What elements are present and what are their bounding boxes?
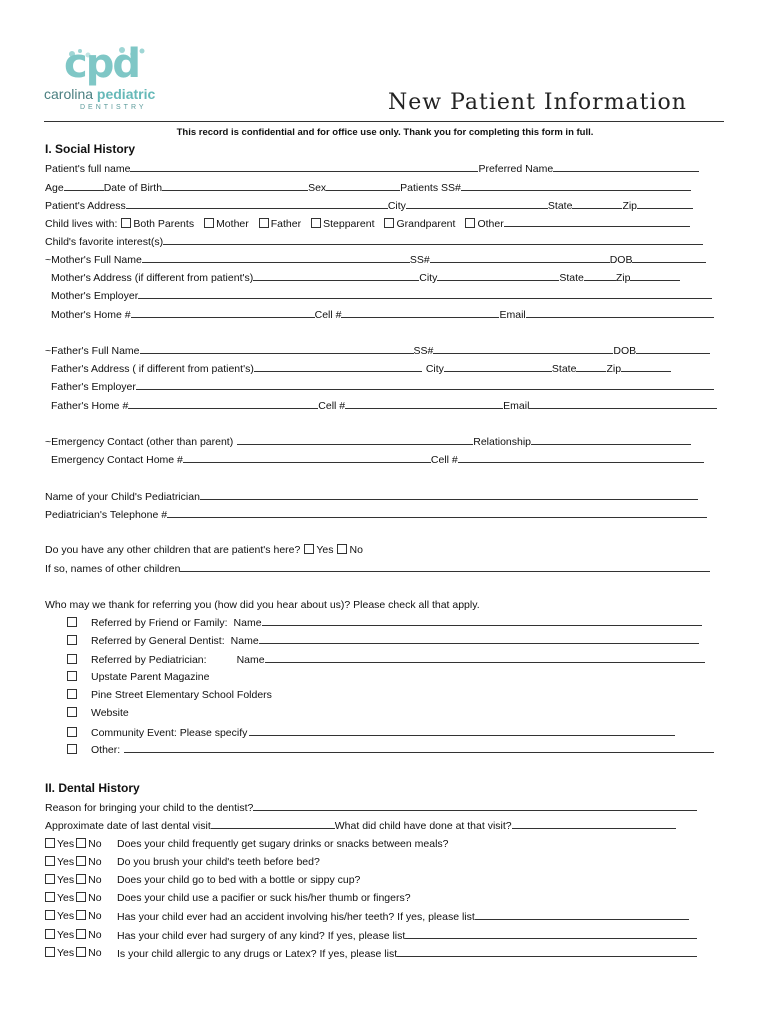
dental-question-row xyxy=(45,928,724,943)
referral-website-checkbox[interactable] xyxy=(67,707,77,717)
mother-employer-label: Mother's Employer xyxy=(51,290,139,302)
dental-yes-checkbox[interactable] xyxy=(45,929,55,939)
father-dob-label: DOB xyxy=(613,345,637,357)
mother-home-label: Mother's Home # xyxy=(51,309,131,321)
other-children-yes-label: Yes xyxy=(316,544,334,556)
dental-question-row xyxy=(45,837,724,852)
father-home-label: Father's Home # xyxy=(51,400,129,412)
dental-yes-checkbox[interactable] xyxy=(45,838,55,848)
referral-friend-name-label: Name xyxy=(233,617,262,629)
emergency-field[interactable] xyxy=(237,434,473,445)
mother-cell-field[interactable] xyxy=(341,307,499,318)
city-label: City xyxy=(387,200,406,212)
father-cell-label: Cell # xyxy=(318,400,346,412)
mother-state-label: State xyxy=(559,272,584,284)
lives-with-row xyxy=(45,216,724,231)
dental-no-label: No xyxy=(88,838,102,850)
referral-dentist-name-field[interactable] xyxy=(259,633,699,644)
other-label: Other xyxy=(477,218,504,230)
mother-name-label: ~Mother's Full Name xyxy=(45,254,142,266)
dental-yes-label: Yes xyxy=(57,947,75,959)
reason-label: Reason for bringing your child to the dentist? xyxy=(45,802,254,814)
father-address-row xyxy=(51,361,724,376)
father-checkbox[interactable] xyxy=(259,218,269,228)
patient-name-row xyxy=(45,161,724,176)
mother-email-field[interactable] xyxy=(526,307,714,318)
dental-yes-label: Yes xyxy=(57,892,75,904)
referral-website-row xyxy=(67,706,724,721)
father-state-label: State xyxy=(551,363,577,375)
referral-upstate-checkbox[interactable] xyxy=(67,671,77,681)
dental-answer-field[interactable] xyxy=(405,928,697,939)
stepparent-label: Stepparent xyxy=(323,218,375,230)
dental-no-checkbox[interactable] xyxy=(76,929,86,939)
mother-zip-label: Zip xyxy=(615,272,631,284)
father-home-field[interactable] xyxy=(128,398,318,409)
reason-row xyxy=(45,800,724,815)
father-name-row xyxy=(45,343,724,358)
father-name-label: ~Father's Full Name xyxy=(45,345,140,357)
sex-label: Sex xyxy=(308,182,327,194)
logo-word-carolina: carolina xyxy=(44,86,94,102)
title-divider xyxy=(44,121,724,122)
dental-no-checkbox[interactable] xyxy=(76,874,86,884)
preferred-name-label: Preferred Name xyxy=(478,163,554,175)
dental-no-label: No xyxy=(88,892,102,904)
father-address-field[interactable] xyxy=(254,361,422,372)
referral-dentist-row xyxy=(67,633,724,648)
dental-question-text: Do you brush your child's teeth before bed? xyxy=(117,856,320,868)
dental-yes-checkbox[interactable] xyxy=(45,910,55,920)
referral-friend-name-field[interactable] xyxy=(262,615,702,626)
dob-field[interactable] xyxy=(162,180,308,191)
age-label: Age xyxy=(45,182,64,194)
mother-address-field[interactable] xyxy=(253,270,419,281)
emergency-label: ~Emergency Contact (other than parent) xyxy=(45,436,234,448)
dob-label: Date of Birth xyxy=(103,182,163,194)
patient-name-field[interactable] xyxy=(130,161,478,172)
interests-label: Child's favorite interest(s) xyxy=(45,236,164,248)
pediatrician-phone-row xyxy=(45,507,724,522)
referral-community-checkbox[interactable] xyxy=(67,727,77,737)
reason-field[interactable] xyxy=(253,800,697,811)
city-field[interactable] xyxy=(406,198,548,209)
zip-label: Zip xyxy=(622,200,638,212)
ss-label: Patients SS# xyxy=(400,182,461,194)
section-heading-social: I. Social History xyxy=(45,142,136,156)
dental-no-label: No xyxy=(88,947,102,959)
dental-no-checkbox[interactable] xyxy=(76,856,86,866)
mother-employer-row xyxy=(51,288,724,303)
dental-no-label: No xyxy=(88,929,102,941)
father-state-field[interactable] xyxy=(576,361,606,372)
what-done-label: What did child have done at that visit? xyxy=(334,820,512,832)
emergency-row xyxy=(45,434,724,449)
dental-no-label: No xyxy=(88,910,102,922)
practice-logo xyxy=(42,41,172,114)
other-children-no-label: No xyxy=(349,544,363,556)
dental-no-checkbox[interactable] xyxy=(76,910,86,920)
referral-other-checkbox[interactable] xyxy=(67,744,77,754)
father-email-field[interactable] xyxy=(529,398,717,409)
referral-pediatrician-row xyxy=(67,652,724,667)
logo-wordmark xyxy=(44,86,155,102)
father-email-label: Email xyxy=(503,400,530,412)
other-children-label: Do you have any other children that are patient's here? xyxy=(45,544,301,556)
dental-yes-checkbox[interactable] xyxy=(45,874,55,884)
interests-row xyxy=(45,234,724,249)
dental-no-checkbox[interactable] xyxy=(76,892,86,902)
father-zip-label: Zip xyxy=(606,363,622,375)
mother-dob-field[interactable] xyxy=(632,252,706,263)
referral-pediatrician-name-field[interactable] xyxy=(265,652,705,663)
mother-dob-label: DOB xyxy=(609,254,633,266)
dental-question-text: Has your child ever had surgery of any kind? If yes, please list xyxy=(117,930,406,942)
zip-field[interactable] xyxy=(637,198,693,209)
referral-pine-row xyxy=(67,688,724,703)
emergency-cell-label: Cell # xyxy=(430,454,458,466)
father-ss-field[interactable] xyxy=(433,343,613,354)
mother-address-row xyxy=(51,270,724,285)
father-phone-row xyxy=(51,398,724,413)
pediatrician-label: Name of your Child's Pediatrician xyxy=(45,491,200,503)
mother-city-label: City xyxy=(419,272,438,284)
dental-yes-checkbox[interactable] xyxy=(45,856,55,866)
address-row xyxy=(45,198,724,213)
father-city-field[interactable] xyxy=(444,361,552,372)
other-children-names-row xyxy=(45,561,724,576)
dental-question-row xyxy=(45,909,724,924)
relationship-field[interactable] xyxy=(531,434,691,445)
sex-field[interactable] xyxy=(326,180,400,191)
dental-yes-label: Yes xyxy=(57,856,75,868)
referral-other-row xyxy=(67,742,724,757)
patient-name-label: Patient's full name xyxy=(45,163,131,175)
referral-dentist-name-label: Name xyxy=(230,635,259,647)
dental-question-row xyxy=(45,873,724,888)
mother-name-row xyxy=(45,252,724,267)
referral-other-label: Other: xyxy=(91,744,121,756)
interests-field[interactable] xyxy=(163,234,703,245)
mother-name-field[interactable] xyxy=(142,252,410,263)
both-parents-checkbox[interactable] xyxy=(121,218,131,228)
referral-upstate-row xyxy=(67,670,724,685)
page-title: New Patient Information xyxy=(388,90,687,115)
other-children-names-label: If so, names of other children xyxy=(45,563,181,575)
dental-yes-label: Yes xyxy=(57,838,75,850)
age-field[interactable] xyxy=(64,180,104,191)
referral-pediatrician-label: Referred by Pediatrician: xyxy=(91,654,207,666)
father-city-label: City xyxy=(425,363,444,375)
logo-word-dentistry: DENTISTRY xyxy=(80,104,147,111)
dental-no-checkbox[interactable] xyxy=(76,838,86,848)
other-field[interactable] xyxy=(504,216,690,227)
ss-field[interactable] xyxy=(461,180,691,191)
referral-community-row xyxy=(67,725,724,740)
referral-community-label: Community Event: Please specify xyxy=(91,727,248,739)
dental-question-text: Does your child frequently get sugary drinks or snacks between meals? xyxy=(117,838,449,850)
confidential-note: This record is confidential and for office use only. Thank you for completing this form in full. xyxy=(176,127,594,138)
dental-question-text: Has your child ever had an accident involving his/her teeth? If yes, please list xyxy=(117,911,475,923)
father-zip-field[interactable] xyxy=(621,361,671,372)
logo-mark: cpd xyxy=(64,41,139,87)
referral-pediatrician-name-label: Name xyxy=(236,654,265,666)
state-label: State xyxy=(547,200,573,212)
dental-question-row xyxy=(45,946,724,961)
section-heading-dental: II. Dental History xyxy=(45,781,140,795)
referral-friend-row xyxy=(67,615,724,630)
dental-question-text: Does your child go to bed with a bottle or sippy cup? xyxy=(117,874,361,886)
referral-dentist-checkbox[interactable] xyxy=(67,635,77,645)
mother-label: Mother xyxy=(216,218,249,230)
dental-no-label: No xyxy=(88,874,102,886)
dental-answer-field[interactable] xyxy=(397,946,697,957)
dental-yes-checkbox[interactable] xyxy=(45,947,55,957)
dental-no-checkbox[interactable] xyxy=(76,947,86,957)
referral-pine-checkbox[interactable] xyxy=(67,689,77,699)
mother-address-label: Mother's Address (if different from patient's) xyxy=(51,272,254,284)
emergency-cell-field[interactable] xyxy=(458,452,704,463)
father-label: Father xyxy=(270,218,302,230)
stepparent-checkbox[interactable] xyxy=(311,218,321,228)
referral-website-label: Website xyxy=(91,707,129,719)
referral-upstate-label: Upstate Parent Magazine xyxy=(91,671,210,683)
dental-yes-label: Yes xyxy=(57,929,75,941)
grandparent-label: Grandparent xyxy=(396,218,456,230)
other-children-no-checkbox[interactable] xyxy=(337,544,347,554)
dental-no-label: No xyxy=(88,856,102,868)
mother-checkbox[interactable] xyxy=(204,218,214,228)
referral-pine-label: Pine Street Elementary School Folders xyxy=(91,689,272,701)
pediatrician-row xyxy=(45,489,724,504)
other-checkbox[interactable] xyxy=(465,218,475,228)
lives-with-label: Child lives with: xyxy=(45,218,118,230)
father-ss-label: SS# xyxy=(413,345,434,357)
father-cell-field[interactable] xyxy=(345,398,503,409)
dental-yes-label: Yes xyxy=(57,910,75,922)
mother-cell-label: Cell # xyxy=(314,309,342,321)
pediatrician-phone-field[interactable] xyxy=(167,507,707,518)
mother-city-field[interactable] xyxy=(437,270,559,281)
address-field[interactable] xyxy=(126,198,388,209)
both-parents-label: Both Parents xyxy=(133,218,195,230)
father-employer-row xyxy=(51,379,724,394)
father-employer-label: Father's Employer xyxy=(51,381,136,393)
mother-phone-row xyxy=(51,307,724,322)
mother-state-field[interactable] xyxy=(584,270,616,281)
father-name-field[interactable] xyxy=(140,343,414,354)
emergency-home-label: Emergency Contact Home # xyxy=(51,454,183,466)
last-visit-field[interactable] xyxy=(211,818,335,829)
emergency-home-field[interactable] xyxy=(183,452,431,463)
father-address-label: Father's Address ( if different from patient's) xyxy=(51,363,254,375)
dental-yes-checkbox[interactable] xyxy=(45,892,55,902)
referral-dentist-label: Referred by General Dentist: xyxy=(91,635,225,647)
dental-question-text: Is your child allergic to any drugs or Latex? If yes, please list xyxy=(117,948,398,960)
mother-email-label: Email xyxy=(499,309,526,321)
mother-zip-field[interactable] xyxy=(630,270,680,281)
mother-ss-field[interactable] xyxy=(430,252,610,263)
dental-question-row xyxy=(45,855,724,870)
logo-word-pediatric: pediatric xyxy=(96,86,156,102)
referral-other-field[interactable] xyxy=(124,742,714,753)
pediatrician-field[interactable] xyxy=(200,489,698,500)
referral-friend-label: Referred by Friend or Family: xyxy=(91,617,228,629)
referral-community-field[interactable] xyxy=(249,725,675,736)
address-label: Patient's Address xyxy=(45,200,126,212)
grandparent-checkbox[interactable] xyxy=(384,218,394,228)
last-visit-row xyxy=(45,818,724,833)
preferred-name-field[interactable] xyxy=(553,161,699,172)
other-children-yes-checkbox[interactable] xyxy=(304,544,314,554)
pediatrician-phone-label: Pediatrician's Telephone # xyxy=(45,509,168,521)
dental-yes-label: Yes xyxy=(57,874,75,886)
referral-pediatrician-checkbox[interactable] xyxy=(67,654,77,664)
dental-question-row xyxy=(45,891,724,906)
other-children-names-field[interactable] xyxy=(180,561,710,572)
last-visit-label: Approximate date of last dental visit xyxy=(45,820,211,832)
mother-employer-field[interactable] xyxy=(138,288,712,299)
emergency-phone-row xyxy=(51,452,724,467)
age-row xyxy=(45,180,724,195)
father-employer-field[interactable] xyxy=(136,379,714,390)
what-done-field[interactable] xyxy=(512,818,676,829)
mother-home-field[interactable] xyxy=(131,307,315,318)
relationship-label: Relationship xyxy=(473,436,532,448)
state-field[interactable] xyxy=(572,198,622,209)
other-children-row xyxy=(45,543,724,558)
dental-answer-field[interactable] xyxy=(475,909,689,920)
referral-friend-checkbox[interactable] xyxy=(67,617,77,627)
father-dob-field[interactable] xyxy=(636,343,710,354)
referral-question: Who may we thank for referring you (how did you hear about us)? Please check all that apply. xyxy=(45,599,480,611)
dental-question-text: Does your child use a pacifier or suck his/her thumb or fingers? xyxy=(117,892,411,904)
mother-ss-label: SS# xyxy=(409,254,430,266)
